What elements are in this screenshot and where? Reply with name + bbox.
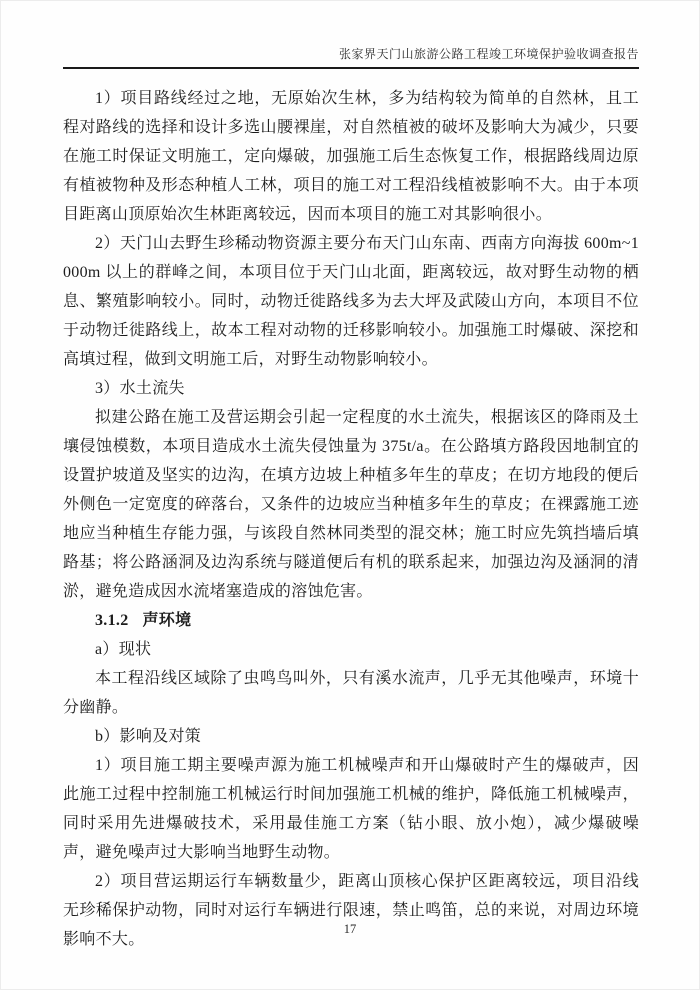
list-item-heading: a）现状 (95, 641, 152, 658)
paragraph: 本工程沿线区域除了虫鸣鸟叫外，只有溪水流声，几乎无其他噪声，环境十分幽静。 (63, 670, 639, 716)
paragraph: 1）项目路线经过之地，无原始次生林，多为结构较为简单的自然林，且工程对路线的选择和设计多选山腰裸崖，对自然植被的破坏及影响大为减少，只要在施工时保证文明施工，定向爆破，加强施工后生态恢复工作，根据路线周边原有植被物种及形态种植人工林，项目的施工对工程沿线植被影响不大。由于本项目距离山顶原始次生林距离较远，因而本项目的施工对其影响很小。 (63, 90, 639, 223)
paragraph: 1）项目施工期主要噪声源为施工机械噪声和开山爆破时产生的爆破声，因此施工过程中控制施工机械运行时间加强施工机械的维护，降低施工机械噪声，同时采用先进爆破技术，采用最佳施工方案（钻小眼、放小炮），减少爆破噪声，避免噪声过大影响当地野生动物。 (63, 757, 639, 861)
list-item-heading: 3）水土流失 (95, 380, 185, 397)
list-item-heading: b）影响及对策 (95, 728, 202, 745)
paragraph: 2）天门山去野生珍稀动物资源主要分布天门山东南、西南方向海拔 600m~1000m 以上的群峰之间，本项目位于天门山北面，距离较远，故对野生动物的栖息、繁殖影响较小。同时，动物迁徙路线多为去大坪及武陵山方向，本项目不位于动物迁徙路线上，故本工程对动物的迁移影响较小。加强施工时爆破、深挖和高填过程，做到文明施工后，对野生动物影响较小。 (63, 235, 639, 368)
section-title: 声环境 (142, 612, 192, 629)
section-number: 3.1.2 (95, 612, 129, 629)
paragraph: 拟建公路在施工及营运期会引起一定程度的水土流失，根据该区的降雨及土壤侵蚀模数，本项目造成水土流失侵蚀量为 375t/a。在公路填方路段因地制宜的设置护坡道及坚实的边沟，在填方边坡上种植多年生的草皮；在切方地段的便后外侧色一定宽度的碎落台，又条件的边坡应当种植多年生的草皮；在裸露施工迹地应当种植生存能力强，与该段自然林同类型的混交林；施工时应先筑挡墙后填路基；将公路涵洞及边沟系统与隧道便后有机的联系起来，加强边沟及涵洞的清淤，避免造成因水流堵塞造成的溶蚀危害。 (63, 409, 639, 600)
page-number: 17 (343, 922, 357, 936)
paragraph: 2）项目营运期运行车辆数量少，距离山顶核心保护区距离较远，项目沿线无珍稀保护动物，同时对运行车辆进行限速，禁止鸣笛，总的来说，对周边环境影响不大。 (63, 873, 639, 948)
page-header-title: 张家界天门山旅游公路工程竣工环境保护验收调查报告 (63, 45, 639, 69)
document-body (63, 84, 639, 954)
section-heading (63, 606, 639, 635)
